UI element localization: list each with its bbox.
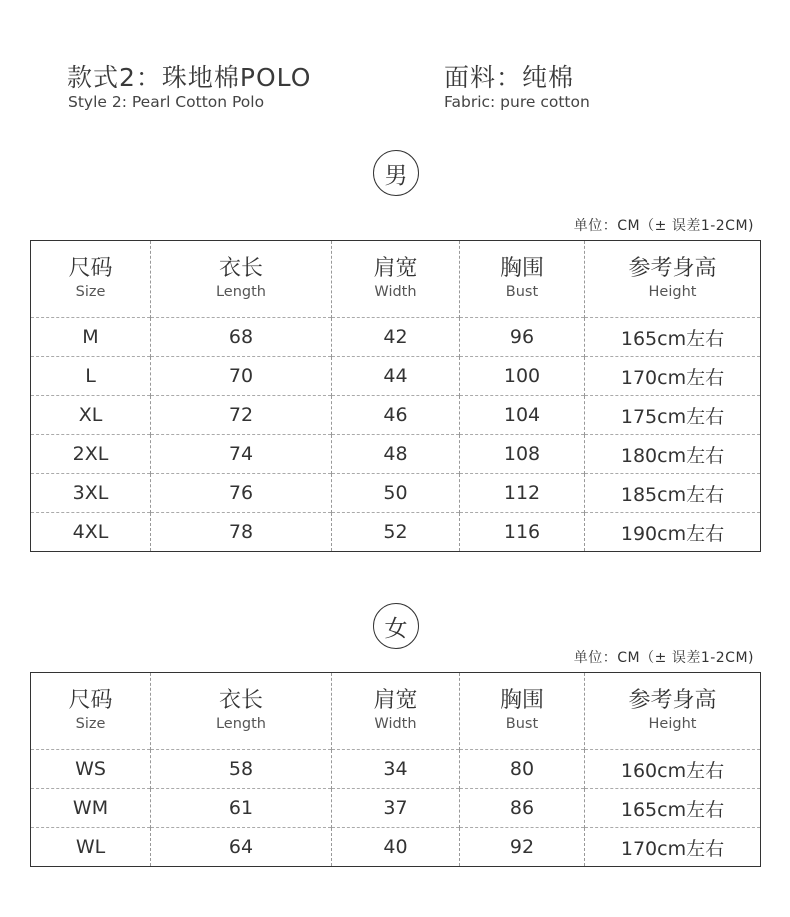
column-header-en: Length [215,716,266,732]
women-size-table [30,672,761,867]
cell-width: 40 [332,828,460,867]
column-header-size [31,241,151,318]
column-header-width [332,673,460,750]
cell-size: WL [31,828,151,867]
table-header-row [31,673,761,750]
cell-height: 170cm左右 [585,357,761,396]
table-row [31,474,761,513]
cell-width: 48 [332,435,460,474]
table-row [31,828,761,867]
cell-bust: 86 [460,789,585,828]
women-unit-note: 单位：CM（± 误差1-2CM) [573,650,754,666]
men-size-table [30,240,761,552]
column-header-height [585,241,761,318]
table-header-row [31,241,761,318]
column-header-cn: 衣长 [218,688,263,713]
cell-size: 4XL [31,513,151,552]
cell-size: 2XL [31,435,151,474]
cell-size: XL [31,396,151,435]
cell-bust: 104 [460,396,585,435]
cell-bust: 100 [460,357,585,396]
column-header-en: Size [75,716,106,732]
column-header-cn: 胸围 [499,256,544,281]
cell-width: 44 [332,357,460,396]
cell-height: 190cm左右 [585,513,761,552]
fabric-title: 面料：纯棉 [444,63,575,92]
cell-size: L [31,357,151,396]
cell-size: 3XL [31,474,151,513]
column-header-en: Bust [505,284,539,300]
column-header-en: Width [374,716,417,732]
column-header-cn: 胸围 [499,688,544,713]
column-header-bust [460,241,585,318]
women-badge: 女 [373,603,419,649]
cell-size: WM [31,789,151,828]
column-header-en: Bust [505,716,539,732]
table-row [31,750,761,789]
cell-width: 46 [332,396,460,435]
column-header-en: Size [75,284,106,300]
cell-width: 34 [332,750,460,789]
cell-bust: 108 [460,435,585,474]
table-row [31,789,761,828]
cell-height: 185cm左右 [585,474,761,513]
cell-width: 52 [332,513,460,552]
fabric-subtitle: Fabric: pure cotton [444,93,590,111]
cell-length: 76 [151,474,332,513]
table-row [31,357,761,396]
cell-length: 72 [151,396,332,435]
men-badge: 男 [373,150,419,196]
cell-length: 61 [151,789,332,828]
table-row [31,318,761,357]
column-header-length [151,241,332,318]
cell-size: M [31,318,151,357]
cell-length: 78 [151,513,332,552]
cell-width: 37 [332,789,460,828]
cell-length: 68 [151,318,332,357]
cell-height: 165cm左右 [585,318,761,357]
column-header-en: Length [215,284,266,300]
cell-width: 42 [332,318,460,357]
cell-width: 50 [332,474,460,513]
column-header-cn: 尺码 [68,256,113,281]
cell-length: 64 [151,828,332,867]
column-header-cn: 衣长 [218,256,263,281]
cell-bust: 116 [460,513,585,552]
column-header-cn: 肩宽 [373,688,418,713]
column-header-cn: 参考身高 [628,256,717,281]
cell-height: 180cm左右 [585,435,761,474]
cell-height: 175cm左右 [585,396,761,435]
column-header-length [151,673,332,750]
cell-size: WS [31,750,151,789]
cell-length: 58 [151,750,332,789]
cell-bust: 112 [460,474,585,513]
cell-length: 70 [151,357,332,396]
column-header-bust [460,673,585,750]
column-header-en: Height [648,716,697,732]
cell-bust: 80 [460,750,585,789]
men-unit-note: 单位：CM（± 误差1-2CM) [573,218,754,234]
column-header-size [31,673,151,750]
column-header-en: Width [374,284,417,300]
column-header-height [585,673,761,750]
style-subtitle: Style 2: Pearl Cotton Polo [68,93,265,111]
table-row [31,513,761,552]
cell-bust: 92 [460,828,585,867]
column-header-cn: 肩宽 [373,256,418,281]
cell-height: 160cm左右 [585,750,761,789]
cell-bust: 96 [460,318,585,357]
column-header-cn: 尺码 [68,688,113,713]
cell-height: 165cm左右 [585,789,761,828]
cell-height: 170cm左右 [585,828,761,867]
column-header-cn: 参考身高 [628,688,717,713]
style-title: 款式2：珠地棉POLO [67,63,312,92]
column-header-width [332,241,460,318]
table-row [31,435,761,474]
cell-length: 74 [151,435,332,474]
table-row [31,396,761,435]
column-header-en: Height [648,284,697,300]
